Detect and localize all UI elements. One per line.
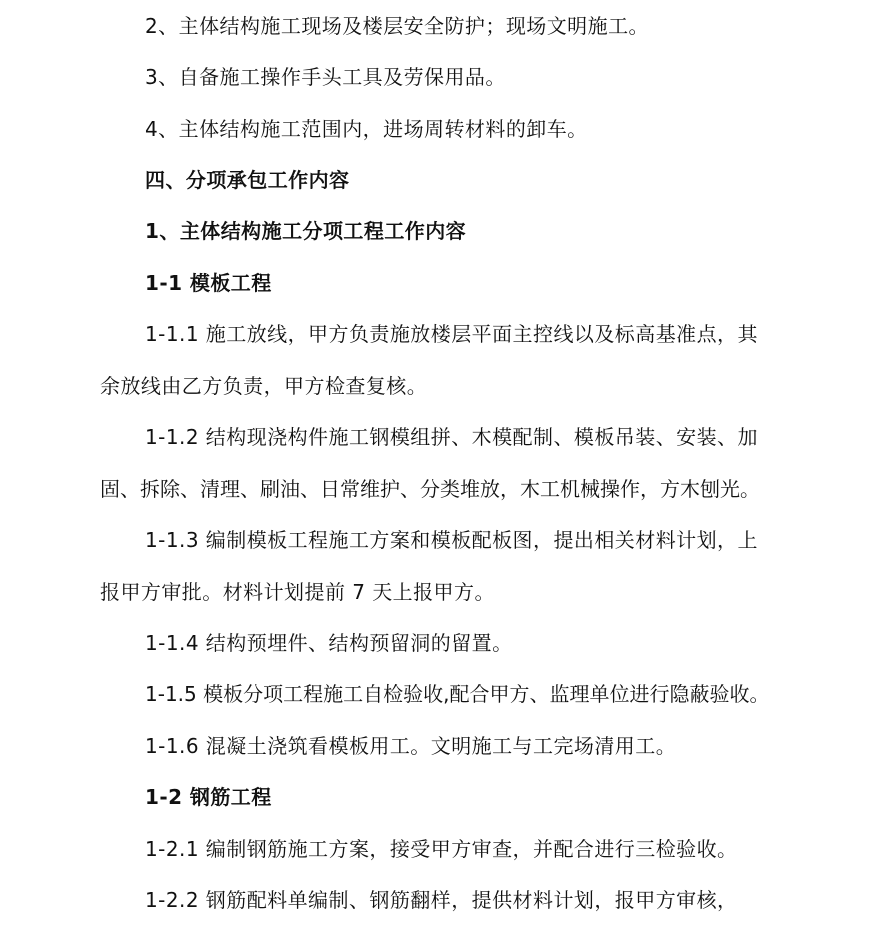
paragraph-line: 1-2.2 钢筋配料单编制、钢筋翻样，提供材料计划，报甲方审核，	[145, 888, 738, 912]
paragraph-line: 1-2.1 编制钢筋施工方案，接受甲方审查，并配合进行三检验收。	[145, 837, 738, 861]
subsection-heading: 1、主体结构施工分项工程工作内容	[145, 219, 467, 243]
paragraph-line: 1-1.4 结构预埋件、结构预留洞的留置。	[145, 631, 513, 655]
section-heading: 四、分项承包工作内容	[145, 168, 350, 192]
paragraph-line: 1-1.1 施工放线，甲方负责施放楼层平面主控线以及标高基准点，其	[145, 322, 758, 346]
paragraph-line: 3、自备施工操作手头工具及劳保用品。	[145, 65, 506, 89]
paragraph-line: 1-1.6 混凝土浇筑看模板用工。文明施工与工完场清用工。	[145, 734, 677, 758]
paragraph-line: 1-1.5 模板分项工程施工自检验收,配合甲方、监理单位进行隐蔽验收。	[145, 682, 770, 706]
paragraph-line: 固、拆除、清理、刷油、日常维护、分类堆放，木工机械操作，方木刨光。	[100, 477, 760, 501]
paragraph-line: 余放线由乙方负责，甲方检查复核。	[100, 374, 428, 398]
paragraph-line: 2、主体结构施工现场及楼层安全防护；现场文明施工。	[145, 14, 649, 38]
paragraph-line: 报甲方审批。材料计划提前 7 天上报甲方。	[100, 580, 495, 604]
paragraph-line: 1-1.3 编制模板工程施工方案和模板配板图，提出相关材料计划，上	[145, 528, 758, 552]
paragraph-line: 1-1.2 结构现浇构件施工钢模组拼、木模配制、模板吊装、安装、加	[145, 425, 758, 449]
item-heading: 1-1 模板工程	[145, 271, 272, 295]
paragraph-line: 4、主体结构施工范围内，进场周转材料的卸车。	[145, 117, 588, 141]
item-heading: 1-2 钢筋工程	[145, 785, 272, 809]
